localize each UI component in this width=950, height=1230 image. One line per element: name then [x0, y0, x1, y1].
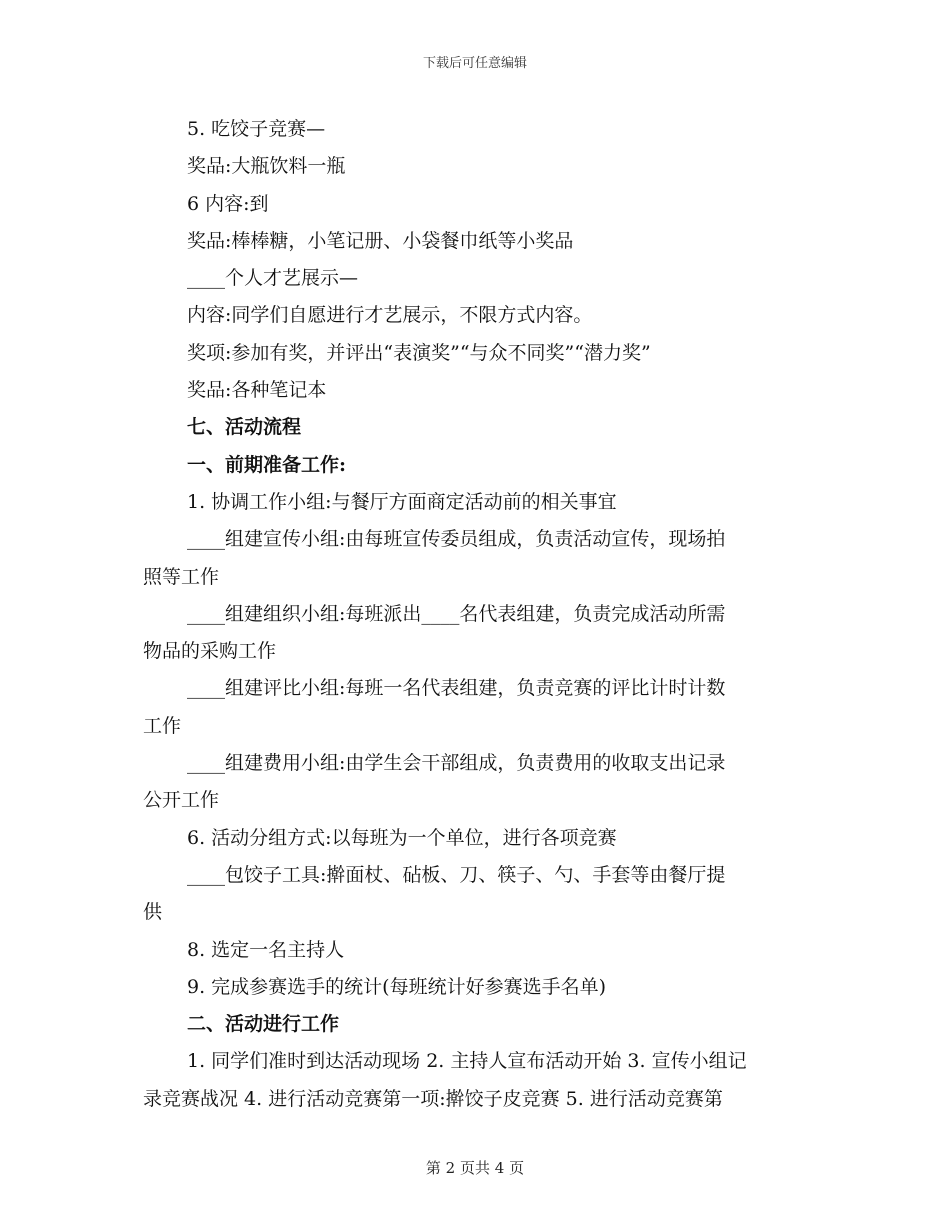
- text-line: 物品的采购工作: [143, 640, 277, 663]
- document-body: [143, 111, 808, 1118]
- text-line: 1. 协调工作小组:与餐厅方面商定活动前的相关事宜: [187, 490, 617, 513]
- text-line: 录竞赛战况 4. 进行活动竞赛第一项:擀饺子皮竞赛 5. 进行活动竞赛第: [143, 1087, 723, 1110]
- text-line: 内容:同学们自愿进行才艺展示，不限方式内容。: [187, 304, 593, 327]
- text-line: 奖品:各种笔记本: [187, 379, 327, 402]
- text-line: ____组建组织小组:每班派出____名代表组建，负责完成活动所需: [187, 602, 726, 625]
- text-line: 1. 同学们准时到达活动现场 2. 主持人宣布活动开始 3. 宣传小组记: [187, 1050, 747, 1073]
- text-line: ____组建评比小组:每班一名代表组建，负责竞赛的评比计时计数: [187, 677, 726, 700]
- text-line: 8. 选定一名主持人: [187, 938, 345, 961]
- text-line: ____组建费用小组:由学生会干部组成，负责费用的收取支出记录: [187, 752, 726, 775]
- section-heading: 一、前期准备工作:: [187, 453, 347, 476]
- text-line: 奖品:大瓶饮料一瓶: [187, 155, 346, 178]
- text-line: 奖品:棒棒糖，小笔记册、小袋餐巾纸等小奖品: [187, 229, 574, 252]
- section-heading: 二、活动进行工作: [187, 1013, 340, 1036]
- page-header: 下载后可任意编辑: [422, 56, 527, 71]
- text-line: ____包饺子工具:擀面杖、砧板、刀、筷子、勺、手套等由餐厅提: [187, 863, 726, 886]
- text-line: 公开工作: [143, 789, 220, 812]
- text-line: 供: [143, 901, 163, 924]
- page-footer: 第 2 页共 4 页: [425, 1159, 525, 1177]
- section-heading: 七、活动流程: [187, 416, 302, 439]
- text-line: 奖项:参加有奖，并评出“表演奖”“与众不同奖”“潜力奖”: [187, 341, 651, 364]
- text-line: 工作: [143, 714, 182, 737]
- text-line: ____组建宣传小组:由每班宣传委员组成，负责活动宣传，现场拍: [187, 528, 726, 551]
- text-line: 9. 完成参赛选手的统计(每班统计好参赛选手名单): [187, 975, 606, 998]
- text-line: 6. 活动分组方式:以每班为一个单位，进行各项竞赛: [187, 826, 617, 849]
- text-line: 照等工作: [143, 565, 220, 588]
- text-line: 5. 吃饺子竞赛—: [187, 118, 326, 140]
- text-line: 6 内容:到: [187, 192, 269, 215]
- text-line: ____个人才艺展示—: [187, 267, 359, 290]
